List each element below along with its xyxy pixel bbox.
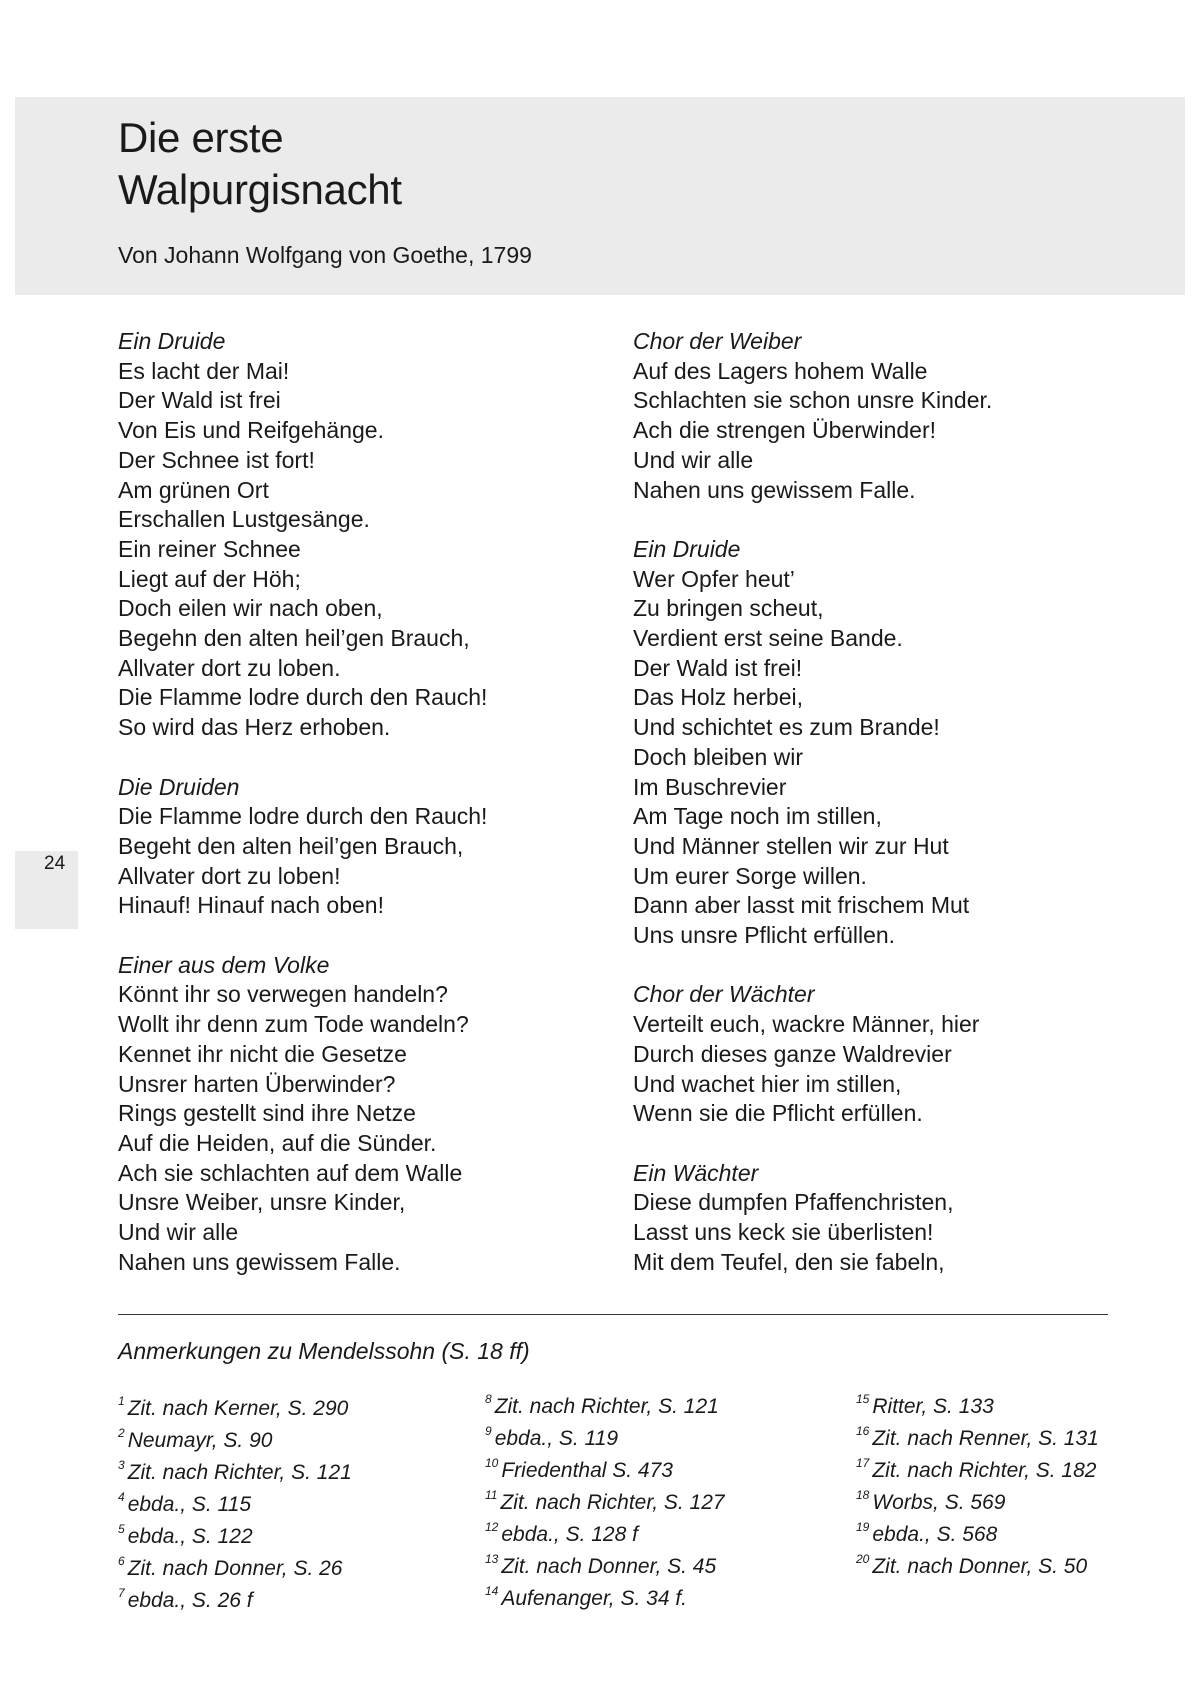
stanza: [633, 327, 1123, 505]
footnote: [118, 1390, 352, 1422]
footnote: [485, 1452, 725, 1484]
verse-line: Allvater dort zu loben!: [118, 862, 341, 889]
speaker-label: Chor der Weiber: [633, 328, 802, 354]
footnote: [485, 1548, 725, 1580]
footnote: [856, 1516, 1099, 1548]
speaker-label: Ein Druide: [118, 328, 226, 354]
verse-line: Durch dieses ganze Waldrevier: [633, 1040, 952, 1067]
footnote-number: 5: [118, 1522, 125, 1536]
verse-line: Am Tage noch im stillen,: [633, 803, 882, 830]
verse-line: Im Buschrevier: [633, 773, 787, 800]
footnote-number: 6: [118, 1554, 125, 1568]
footnote-text: Aufenanger, S. 34 f.: [501, 1587, 687, 1610]
footnote-divider: [118, 1314, 1108, 1315]
footnote-number: 7: [118, 1586, 125, 1600]
footnote-number: 17: [856, 1456, 870, 1470]
verse-line: Kennet ihr nicht die Gesetze: [118, 1040, 407, 1067]
footnote-text: Zit. nach Richter, S. 127: [500, 1491, 725, 1514]
verse-line: Und Männer stellen wir zur Hut: [633, 832, 949, 859]
verse-line: Ein reiner Schnee: [118, 535, 301, 562]
verse-line: Und wir alle: [633, 446, 754, 473]
verse-line: Unsre Weiber, unsre Kinder,: [118, 1189, 406, 1216]
footnote-text: ebda., S. 128 f: [501, 1523, 638, 1546]
verse-line: Liegt auf der Höh;: [118, 565, 301, 592]
title-line-2: Walpurgisnacht: [118, 166, 402, 213]
verse-line: Dann aber lasst mit frischem Mut: [633, 892, 970, 919]
footnote-number: 9: [485, 1424, 492, 1438]
verse-line: Wer Opfer heut’: [633, 565, 795, 592]
verse-line: Könnt ihr so verwegen handeln?: [118, 981, 448, 1008]
speaker-label: Chor der Wächter: [633, 981, 815, 1008]
stanza: [118, 773, 608, 922]
verse-line: Und wachet hier im stillen,: [633, 1070, 902, 1097]
notes-column-1: [118, 1390, 352, 1614]
verse-line: Wenn sie die Pflicht erfüllen.: [633, 1100, 923, 1127]
footnote-number: 4: [118, 1490, 125, 1504]
speaker-label: Die Druiden: [118, 773, 240, 800]
verse-line: Uns unsre Pflicht erfüllen.: [633, 922, 896, 949]
page-title: [118, 112, 402, 216]
stanza: [118, 951, 608, 1278]
footnote: [856, 1548, 1099, 1580]
footnote-text: Worbs, S. 569: [872, 1491, 1006, 1514]
footnote: [856, 1420, 1099, 1452]
speaker-label: Ein Wächter: [633, 1159, 759, 1186]
verse-line: Auf die Heiden, auf die Sünder.: [118, 1129, 437, 1156]
speaker-label: Ein Druide: [633, 535, 741, 562]
verse-line: Von Eis und Reifgehänge.: [118, 417, 384, 444]
footnote-number: 8: [485, 1392, 492, 1406]
footnote-text: ebda., S. 119: [494, 1427, 619, 1450]
footnote-text: Zit. nach Donner, S. 45: [501, 1555, 717, 1578]
verse-line: Und schichtet es zum Brande!: [633, 714, 940, 741]
footnote-text: Zit. nach Renner, S. 131: [872, 1427, 1099, 1450]
stanza: [633, 980, 1123, 1129]
stanza: [118, 327, 608, 743]
verse-line: Die Flamme lodre durch den Rauch!: [118, 803, 488, 830]
footnote-number: 2: [118, 1426, 125, 1440]
footnote: [485, 1516, 725, 1548]
footnote-number: 14: [485, 1584, 499, 1598]
footnote-text: Friedenthal S. 473: [501, 1459, 673, 1482]
stanza: [633, 1159, 1123, 1278]
verse-line: Rings gestellt sind ihre Netze: [118, 1100, 416, 1127]
verse-line: Der Wald ist frei: [118, 387, 281, 414]
footnote-text: Zit. nach Kerner, S. 290: [127, 1397, 349, 1420]
verse-line: Verdient erst seine Bande.: [633, 625, 903, 652]
verse-line: Der Wald ist frei!: [633, 654, 803, 681]
footnote-text: ebda., S. 115: [127, 1493, 252, 1516]
footnote-text: Neumayr, S. 90: [127, 1429, 273, 1452]
footnote: [118, 1422, 352, 1454]
footnote-number: 1: [118, 1394, 125, 1408]
poem-column-left: [118, 327, 608, 1307]
footnote: [485, 1420, 725, 1452]
footnote-number: 3: [118, 1458, 125, 1472]
footnote: [856, 1388, 1099, 1420]
verse-line: Doch eilen wir nach oben,: [118, 595, 383, 622]
verse-line: Diese dumpfen Pfaffenchristen,: [633, 1189, 954, 1216]
footnote: [485, 1388, 725, 1420]
footnote: [856, 1484, 1099, 1516]
page-number: 24: [44, 853, 66, 874]
verse-line: Unsrer harten Überwinder?: [118, 1070, 396, 1097]
footnote-number: 20: [856, 1552, 870, 1566]
verse-line: So wird das Herz erhoben.: [118, 714, 391, 741]
verse-line: Die Flamme lodre durch den Rauch!: [118, 684, 488, 711]
footnote: [485, 1484, 725, 1516]
footnote: [118, 1550, 352, 1582]
verse-line: Verteilt euch, wackre Männer, hier: [633, 1011, 980, 1038]
footnote: [856, 1452, 1099, 1484]
verse-line: Es lacht der Mai!: [118, 357, 290, 384]
verse-line: Zu bringen scheut,: [633, 595, 824, 622]
footnote-text: ebda., S. 122: [127, 1525, 253, 1548]
verse-line: Das Holz herbei,: [633, 684, 804, 711]
verse-line: Erschallen Lustgesänge.: [118, 506, 370, 533]
footnote-text: Zit. nach Richter, S. 121: [494, 1395, 719, 1418]
speaker-label: Einer aus dem Volke: [118, 951, 330, 978]
stanza: [633, 535, 1123, 951]
verse-line: Schlachten sie schon unsre Kinder.: [633, 387, 993, 414]
verse-line: Nahen uns gewissem Falle.: [118, 1248, 401, 1275]
footnote-number: 13: [485, 1552, 499, 1566]
verse-line: Allvater dort zu loben.: [118, 654, 341, 681]
verse-line: Doch bleiben wir: [633, 743, 804, 770]
footnote-number: 12: [485, 1520, 499, 1534]
verse-line: Der Schnee ist fort!: [118, 446, 315, 473]
footnote-number: 11: [485, 1488, 498, 1502]
notes-column-3: [856, 1388, 1099, 1580]
verse-line: Und wir alle: [118, 1219, 239, 1246]
footnote: [118, 1454, 352, 1486]
footnote-text: Zit. nach Donner, S. 26: [127, 1557, 343, 1580]
footnote: [118, 1518, 352, 1550]
poem-column-right: [633, 327, 1123, 1307]
footnote: [485, 1580, 725, 1612]
verse-line: Um eurer Sorge willen.: [633, 862, 867, 889]
verse-line: Ach die strengen Überwinder!: [633, 417, 936, 444]
footnote-text: ebda., S. 26 f: [127, 1589, 253, 1612]
footnote-number: 15: [856, 1392, 870, 1406]
footnote-number: 16: [856, 1424, 870, 1438]
verse-line: Nahen uns gewissem Falle.: [633, 476, 916, 503]
verse-line: Am grünen Ort: [118, 476, 269, 503]
subtitle: Von Johann Wolfgang von Goethe, 1799: [118, 242, 532, 268]
notes-column-2: [485, 1388, 725, 1612]
footnote-number: 19: [856, 1520, 870, 1534]
footnote-text: Ritter, S. 133: [872, 1395, 994, 1418]
verse-line: Wollt ihr denn zum Tode wandeln?: [118, 1011, 469, 1038]
verse-line: Lasst uns keck sie überlisten!: [633, 1219, 934, 1246]
footnote: [118, 1582, 352, 1614]
footnote-number: 18: [856, 1488, 870, 1502]
verse-line: Auf des Lagers hohem Walle: [633, 357, 928, 384]
notes-heading: Anmerkungen zu Mendelssohn (S. 18 ff): [118, 1338, 530, 1364]
footnote-number: 10: [485, 1456, 499, 1470]
verse-line: Hinauf! Hinauf nach oben!: [118, 892, 384, 919]
footnote-text: ebda., S. 568: [872, 1523, 998, 1546]
verse-line: Begehn den alten heil’gen Brauch,: [118, 625, 470, 652]
footnote-text: Zit. nach Donner, S. 50: [872, 1555, 1088, 1578]
footnote-text: Zit. nach Richter, S. 182: [872, 1459, 1097, 1482]
verse-line: Ach sie schlachten auf dem Walle: [118, 1159, 463, 1186]
verse-line: Begeht den alten heil’gen Brauch,: [118, 832, 464, 859]
footnote-text: Zit. nach Richter, S. 121: [127, 1461, 352, 1484]
verse-line: Mit dem Teufel, den sie fabeln,: [633, 1248, 945, 1275]
footnote: [118, 1486, 352, 1518]
title-line-1: Die erste: [118, 114, 284, 161]
